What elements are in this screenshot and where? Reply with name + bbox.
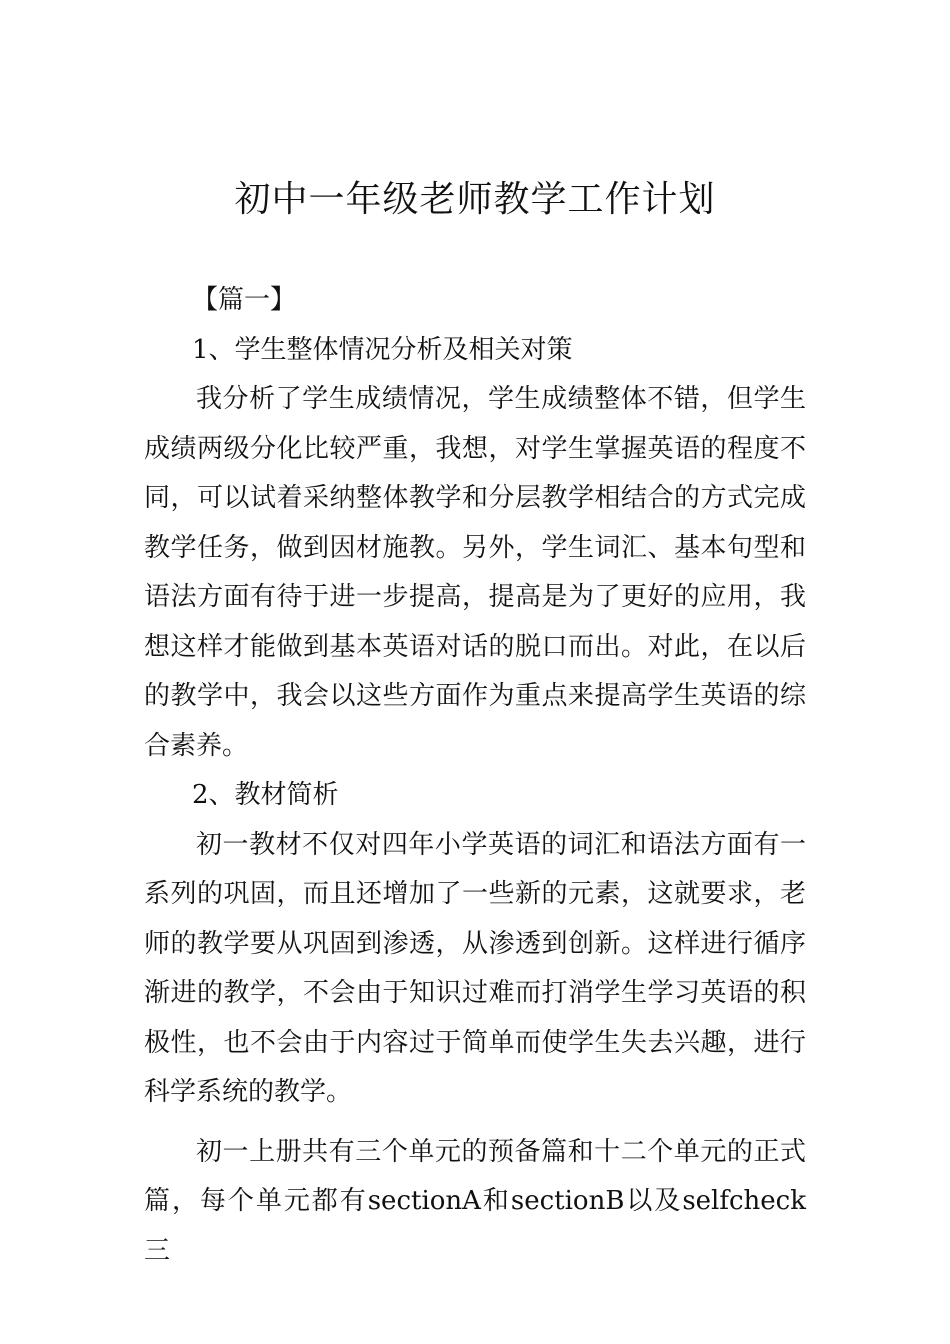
paragraph-2: 初一教材不仅对四年小学英语的词汇和语法方面有一系列的巩固，而且还增加了一些新的元素，这就要求，老师的教学要从巩固到渗透，从渗透到创新。这样进行循序渐进的教学，不会由于知识过难而打消学生学习英语的积极性，也不会由于内容过于简单而使学生失去兴趣，进行科学系统的教学。 <box>144 829 806 1107</box>
document-title: 初中一年级老师教学工作计划 <box>234 179 716 220</box>
paragraph-3: 初一上册共有三个单元的预备篇和十二个单元的正式篇，每个单元都有sectionA和sectionB以及selfcheck三 <box>144 1136 806 1266</box>
section-label: 【篇一】 <box>192 285 297 315</box>
paragraph-1: 我分析了学生成绩情况，学生成绩整体不错，但学生成绩两级分化比较严重，我想，对学生掌握英语的程度不同，可以试着采纳整体教学和分层教学相结合的方式完成教学任务，做到因材施教。另外，学生词汇、基本句型和语法方面有待于进一步提高，提高是为了更好的应用，我想这样才能做到基本英语对话的脱口而出。对此，在以后的教学中，我会以这些方面作为重点来提高学生英语的综合素养。 <box>144 384 806 761</box>
heading-2: 2、教材简析 <box>192 780 339 810</box>
heading-1: 1、学生整体情况分析及相关对策 <box>192 334 573 365</box>
document-body <box>144 276 806 1276</box>
